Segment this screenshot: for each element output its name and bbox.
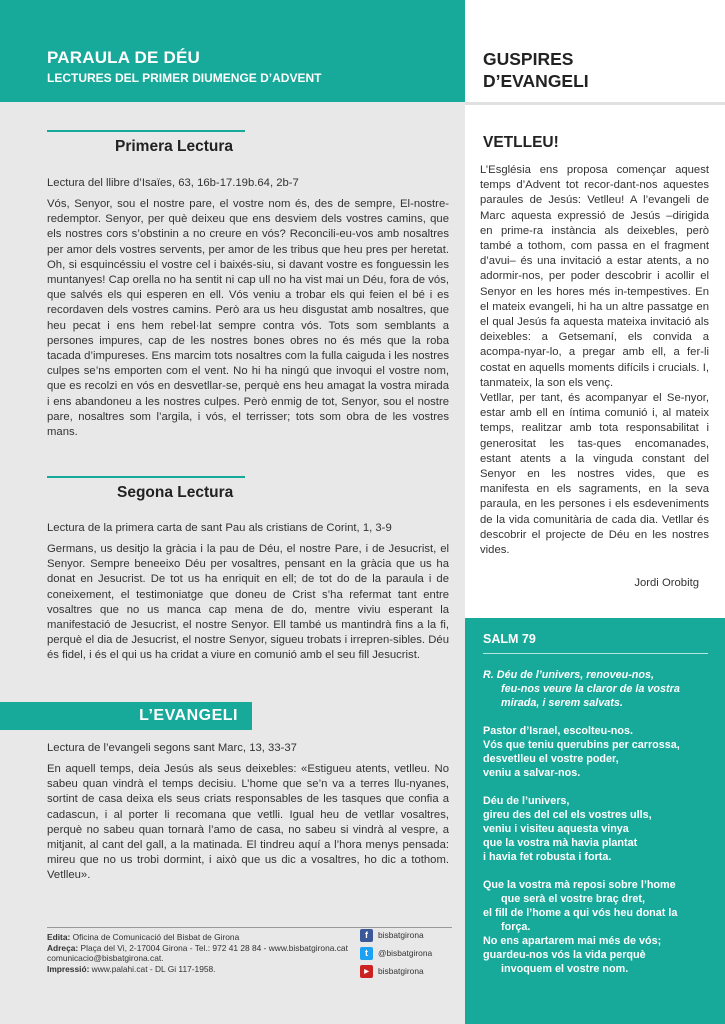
youtube-icon: ▶ — [360, 965, 373, 978]
guspires-title: VETLLEU! — [483, 134, 559, 151]
page-title: PARAULA DE DÉU — [47, 48, 200, 67]
segona-text: Germans, us desitjo la gràcia i la pau de Déu, el nostre Pare, i de Jesucrist, el Senyor. Sempre beneeixo Déu per vosaltres, pensant en la gràcia que us ha donat en Jesucrist. De tot us ha enriquit en ell; de tot do de la paraula i de coneixement, el testimoniatge que doneu de Crist s’ha refermat tant entre vosaltres que no us manca cap mena de do, mentre viviu esperant la manifestació de Jesucrist, el nostre Senyor. Ell també us mantindrà fins a la fi, perquè el dia de Jesucrist, el nostre Senyor, sigueu trobats i irrepren-sibles. Déu és fidel, i és el qui us ha cridat a viure en comunió amb el seu fill Jesucrist. — [47, 543, 449, 662]
footer-email[interactable]: comunicacio@bisbatgirona.cat. — [47, 953, 164, 963]
guspires-author: Jordi Orobitg — [634, 577, 699, 589]
footer-edita: Edita: Oficina de Comunicació del Bisbat de Girona — [47, 932, 240, 942]
evangeli-heading-label: L’EVANGELI — [139, 707, 238, 724]
twitter-icon: t — [360, 947, 373, 960]
footer-impressio: Impressió: www.palahi.cat - DL Gi 117-1958. — [47, 963, 216, 974]
header-right — [465, 0, 725, 102]
primera-reference: Lectura del llibre d’Isaïes, 63, 16b-17.19b.64, 2b-7 — [47, 177, 299, 189]
page-subtitle: LECTURES DEL PRIMER DIUMENGE D’ADVENT — [47, 71, 322, 85]
heading-rule — [47, 130, 245, 132]
salm-stanza-1: Pastor d’Israel, escolteu-nos. Vós que teniu querubins per carrossa, desvetlleu el vostre poder, veniu a salvar-nos. — [483, 725, 680, 779]
segona-reference: Lectura de la primera carta de sant Pau als cristians de Corint, 1, 3-9 — [47, 522, 392, 534]
social-youtube[interactable]: ▶ bisbatgirona — [360, 963, 460, 979]
segona-heading-label: Segona Lectura — [117, 484, 234, 501]
evangeli-heading — [0, 702, 252, 730]
evangeli-reference: Lectura de l’evangeli segons sant Marc, 13, 33-37 — [47, 742, 297, 754]
salm-stanza-2: Déu de l’univers, gireu des del cel els vostres ulls, veniu i visiteu aquesta vinya que la vostra mà havia plantat i havia fet robusta i forta. — [483, 795, 652, 863]
salm-stanza-3: Que la vostra mà reposi sobre l’home que serà el vostre braç dret, el fill de l’home a qui vós heu donat la força. No ens apartarem mai més de vós; guardeu-nos vós la vida perquè invoquem el vostre nom. — [483, 879, 678, 975]
header-left — [0, 0, 465, 102]
salm-verses — [483, 668, 718, 990]
facebook-icon: f — [360, 929, 373, 942]
primera-heading-label: Primera Lectura — [115, 138, 234, 155]
salm-response: R. Déu de l’univers, renoveu-nos, feu-nos veure la claror de la vostra mirada, i serem salvats. — [483, 669, 680, 709]
guspires-text: L’Església ens proposa començar aquest temps d’Advent tot recor-dant-nos aquestes paraules de Jesús: Vetlleu! A l’evangeli de Marc aquesta expressió de Jesús –dirigida en prime-ra instància als deixebles, però també a tothom, com passa en el fragment d’avui– és una invitació a estar atents, a no adormir-nos, per poder descobrir i acollir el Senyor en les hores més in-tempestives. En el mateix evangeli, hi ha un altre passatge en el qual Jesús fa aquesta mateixa invitació als deixebles: a Getsemaní, els convida a acompa-nyar-lo, a pregar amb ell, a fer-li costat en aquells moments difícils i crucials. I, tanmateix, la son els venç. Vetllar, per tant, és acompanyar el Se-nyor, estar amb ell en íntima comunió i, al mateix temps, realitzar amb tota responsabilitat i generositat les tas-ques encomanades, estant atents a la vinguda constant del Senyor en les nostres vides, que es manifesta en els sagraments, en la seva paraula, en les persones i els esdeveniments de la vida comunitària de cada dia. Vetllar és descobrir el projecte de Déu en les nostres vides. — [480, 164, 709, 557]
salm-title: SALM 79 — [483, 632, 536, 646]
footer-adreca: Adreça: Plaça del Vi, 2-17004 Girona - Tel.: 972 41 28 84 - www.bisbatgirona.cat — [47, 942, 348, 953]
salm-box — [465, 618, 725, 1024]
social-links — [360, 927, 460, 981]
segona-heading — [47, 476, 245, 504]
evangeli-text: En aquell temps, deia Jesús als seus deixebles: «Estigueu atents, vetlleu. No sabeu quan vindrà el temps decisiu. L’home que se’n va a terres llu-nyanes, sortint de casa deixa els seus criats responsables de les tasques que confia a cadascun, i al porter li recomana que vetlli. Igual heu de vetllar vosaltres, perquè no sabeu quan tornarà l’amo de casa, no sabeu si vindrà al vespre, a mitjanit, al cant del gall, a la matinada. El tindreu aquí a l’hora menys pensada: mireu que no us trobi dormint, i això que us dic a vosaltres, ho dic a tothom. Vetlleu». — [47, 763, 449, 882]
primera-heading — [47, 130, 245, 158]
heading-rule — [47, 476, 245, 478]
primera-text: Vós, Senyor, sou el nostre pare, el vostre nom és, des de sempre, El-nostre-redemptor. Senyor, per què deixeu que ens desviem dels vostres camins, que els nostres cors s’obstinin a no creure en vós? Reconcili-eu-vos amb nosaltres per amor dels vostres servents, per amor de les tribus que heu pres per heretat. Oh, si esquincéssiu el vostre cel i baixés-siu, si davant vostre es fonguessin les muntanyes! Cap orella no ha sentit ni cap ull no ha vist mai un Déu, fora de vós, que salvés els qui esperen en ell. Vós veniu a trobar els qui feien el bé i es recordaven dels vostres camins. Però ara us heu disgustat amb nosaltres, que heu pecat i ens hem rebel·lat sempre contra vós. Tots som semblants a persones impures, cap de les nostres bones obres no és més que la roba tacada d’impureses. Ens marcim tots nosaltres com la fulla caiguda i les nostres culpes se’ns emporten com el vent. No hi ha ningú que invoqui el vostre nom, que es recolzi en vós en desvetllar-se, perquè ens heu amagat la vostra mirada i ens abandoneu a les nostres culpes. Però enmig de tot, Senyor, sou el nostre pare, nosaltres som l’argila, i vós, el terrisser; tots som obra de les vostres mans. — [47, 198, 449, 439]
guspires-title-line1: GUSPIRES — [483, 49, 574, 69]
social-twitter[interactable]: t @bisbatgirona — [360, 945, 460, 961]
guspires-title-line2: D’EVANGELI — [483, 71, 589, 91]
salm-divider — [483, 653, 708, 654]
guspires-column — [465, 102, 725, 618]
social-facebook[interactable]: f bisbatgirona — [360, 927, 460, 943]
